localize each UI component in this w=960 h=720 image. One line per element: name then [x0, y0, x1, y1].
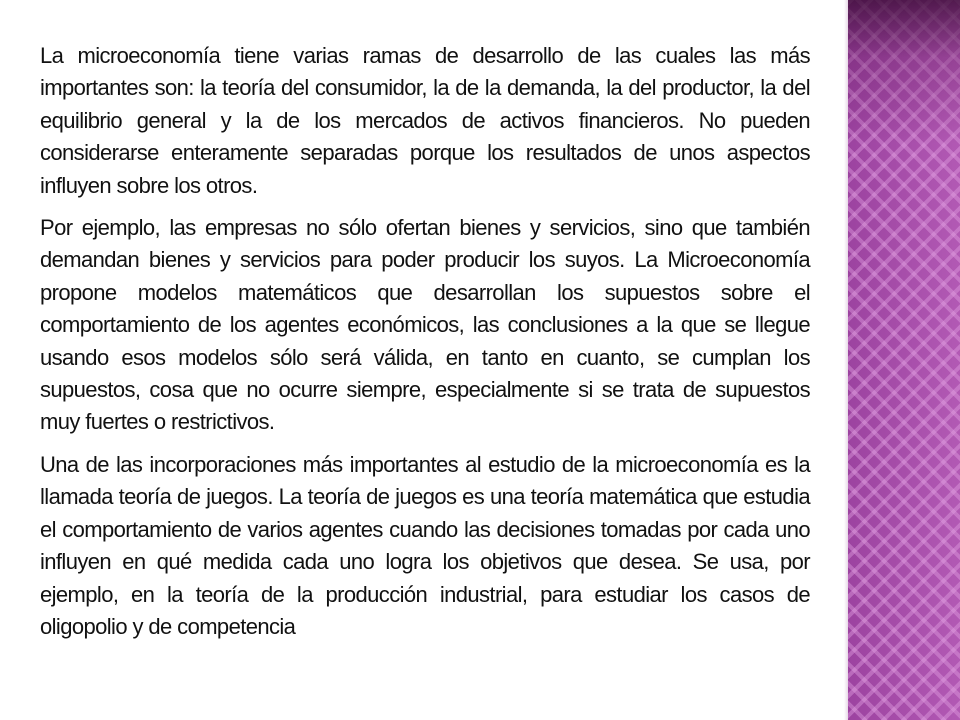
paragraph-teoria-de-juegos: Una de las incorporaciones más importantes al estudio de la microeconomía es la llamada teoría de juegos. La teoría de juegos es una teoría matemática que estudia el comportamiento de varios agentes cuando las decisiones tomadas por cada uno influyen en qué medida cada uno logra los objetivos que desea. Se usa, por ejemplo, en la teoría de la producción industrial, para estudiar los casos de oligopolio y de competencia [40, 451, 810, 639]
paragraph-ramas-microeconomia: La microeconomía tiene varias ramas de desarrollo de las cuales las más importantes son: la teoría del consumidor, la de la demanda, la del productor, la del equilibrio general y la de los mercados de activos financieros. No pueden considerarse enteramente separadas porque los resultados de unos aspectos influyen sobre los otros. [40, 43, 810, 198]
decorative-side-band [848, 0, 960, 720]
slide-body-text [40, 40, 810, 643]
paragraph-ejemplo-empresas: Por ejemplo, las empresas no sólo ofertan bienes y servicios, sino que también demandan bienes y servicios para poder producir los suyos. La Microeconomía propone modelos matemáticos que desarrollan los supuestos sobre el comportamiento de los agentes económicos, las conclusiones a la que se llegue usando esos modelos sólo será válida, en tanto en cuanto, se cumplan los supuestos, cosa que no ocurre siempre, especialmente si se trata de supuestos muy fuertes o restrictivos. [40, 215, 810, 435]
